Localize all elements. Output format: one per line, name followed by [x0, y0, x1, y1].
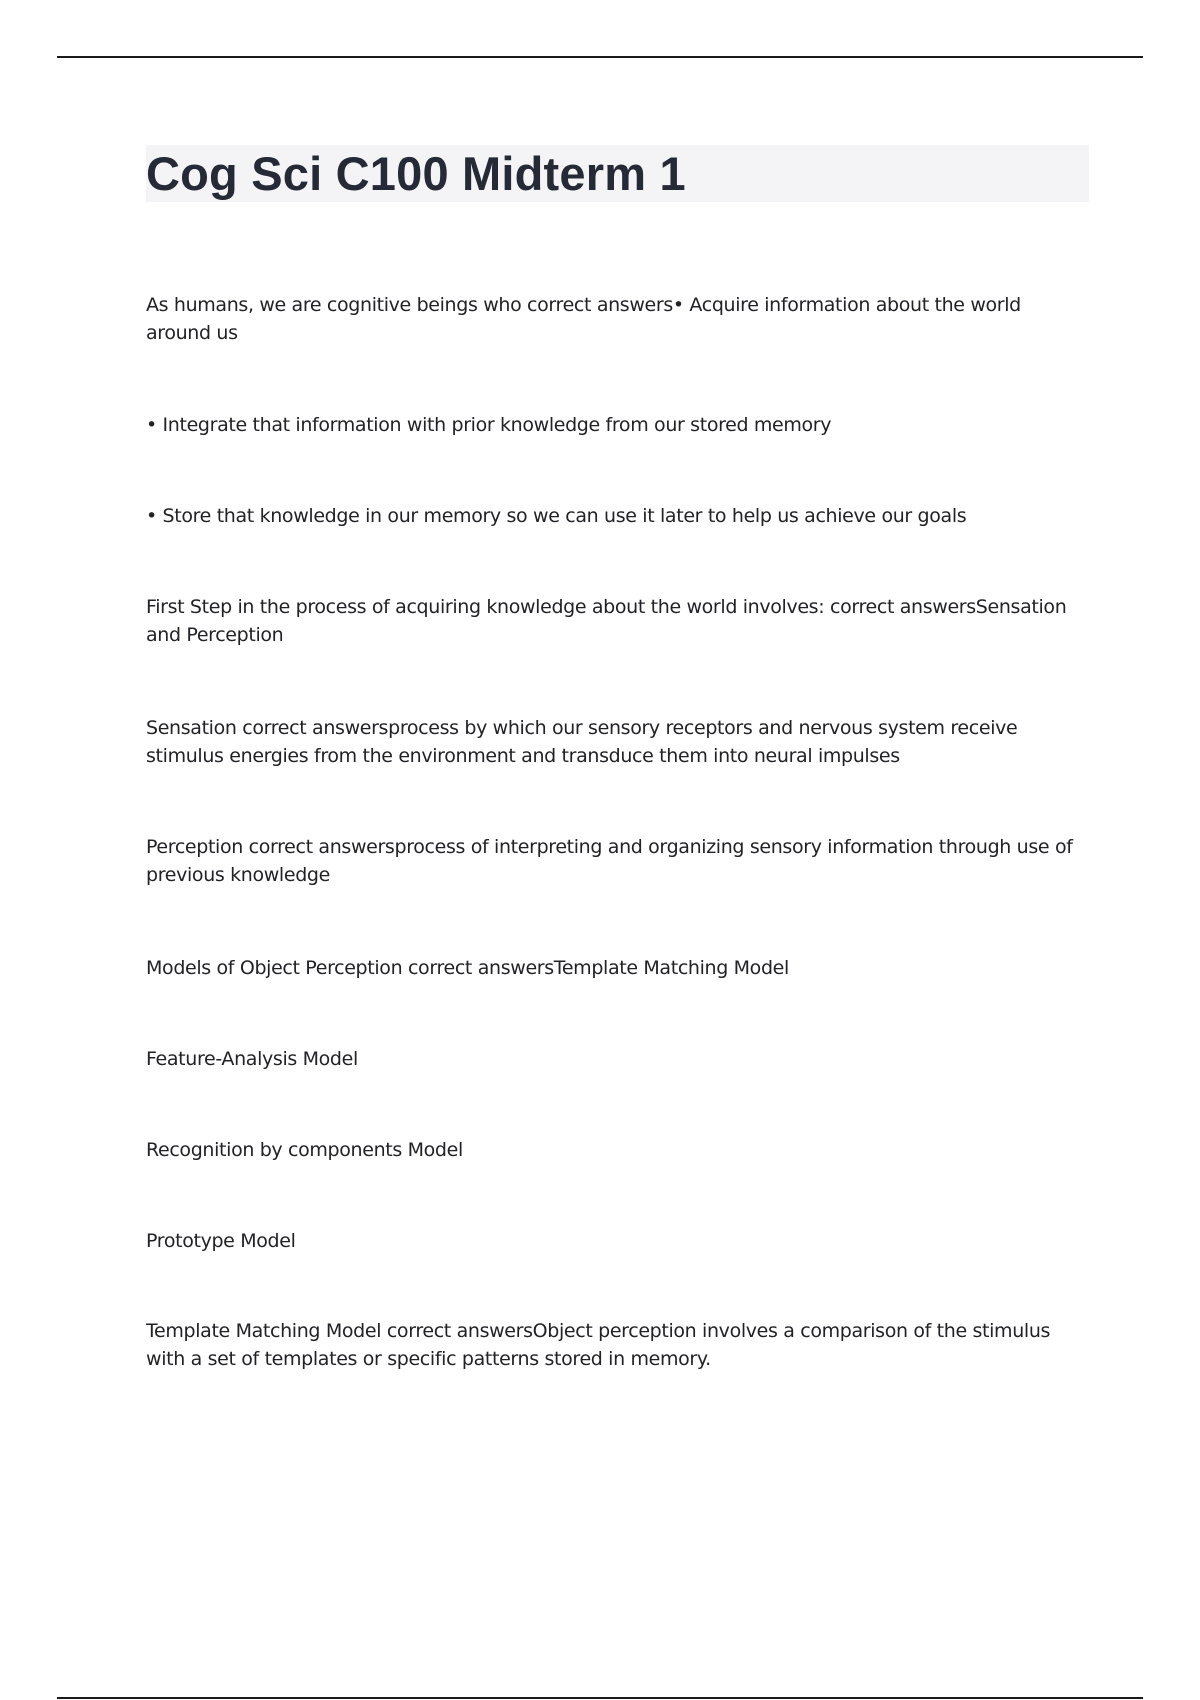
entry-sensation: Sensation correct answersprocess by which our sensory receptors and nervous system receive stimulus energies from the environment and transduce them into neural impulses [146, 717, 1018, 767]
entry-cognitive-beings: As humans, we are cognitive beings who correct answers• Acquire information about the world around us [146, 294, 1021, 344]
top-divider [57, 56, 1143, 58]
bottom-divider [57, 1697, 1143, 1699]
entry-models-of-object-perception: Models of Object Perception correct answersTemplate Matching Model [146, 957, 789, 979]
entry-first-step: First Step in the process of acquiring knowledge about the world involves: correct answersSensation and Perception [146, 596, 1067, 646]
entry-prototype-model: Prototype Model [146, 1230, 296, 1252]
page-title: Cog Sci C100 Midterm 1 [146, 147, 686, 200]
entry-template-matching-model: Template Matching Model correct answersObject perception involves a comparison of the stimulus with a set of templates or specific patterns stored in memory. [146, 1320, 1051, 1370]
entry-feature-analysis-model: Feature-Analysis Model [146, 1048, 358, 1070]
entry-integrate-information: • Integrate that information with prior knowledge from our stored memory [146, 414, 832, 436]
entry-store-knowledge: • Store that knowledge in our memory so we can use it later to help us achieve our goals [146, 505, 967, 527]
entry-recognition-by-components-model: Recognition by components Model [146, 1139, 463, 1161]
entry-perception: Perception correct answersprocess of interpreting and organizing sensory information through use of previous knowledge [146, 836, 1073, 886]
